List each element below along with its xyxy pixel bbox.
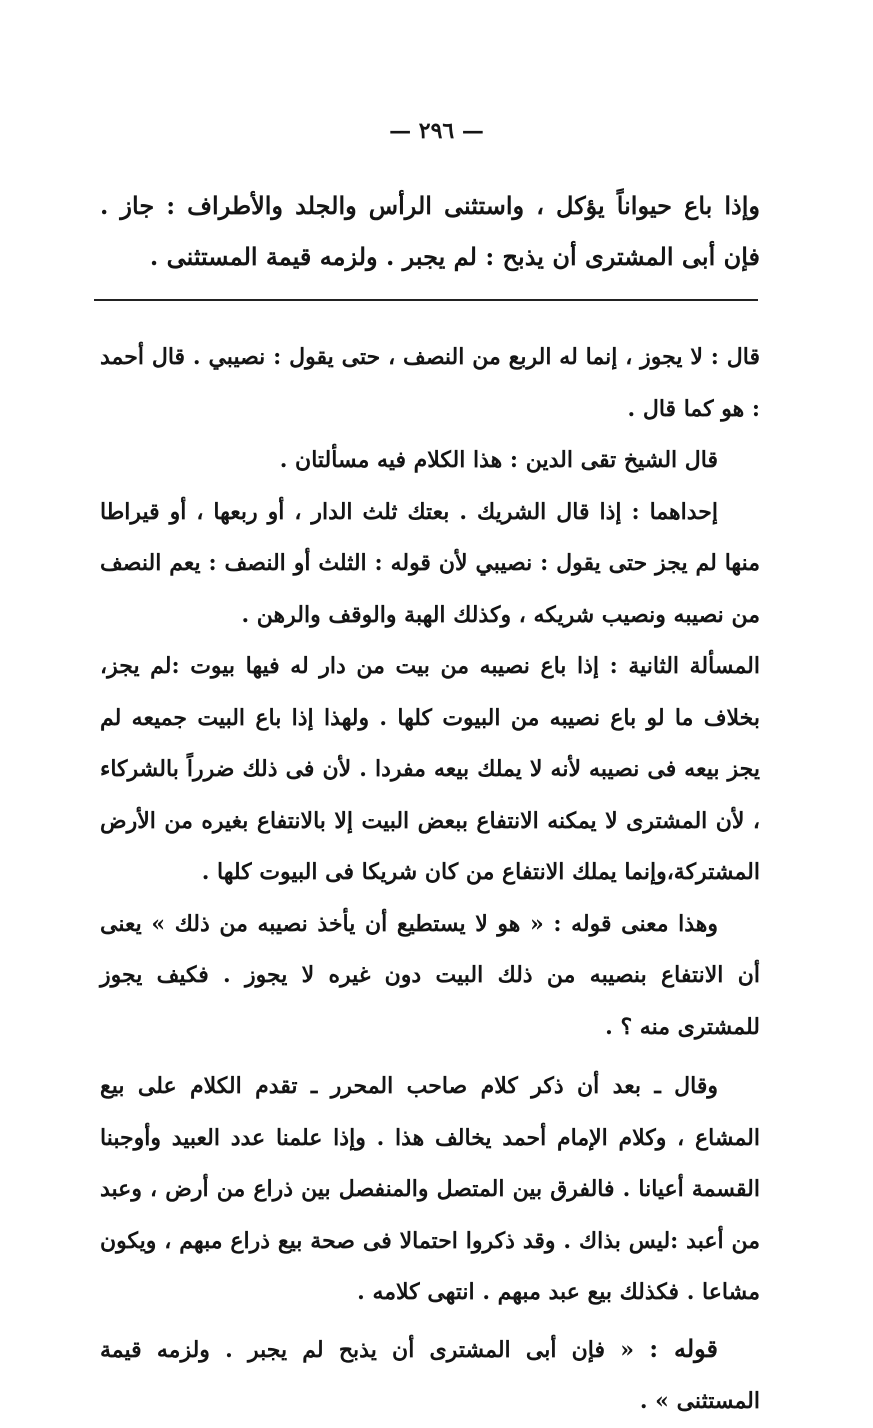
quote-lead-word: قوله : xyxy=(649,1333,719,1363)
commentary-paragraph-5: وهذا معنى قوله : « هو لا يستطيع أن يأخذ نصيبه من ذلك » يعنى أن الانتفاع بنصيبه من ذلك البيت دون غيره لا يجوز . فكيف يجوز للمشترى منه ؟ . xyxy=(100,910,760,1040)
commentary-block xyxy=(100,332,760,1428)
main-text-block xyxy=(100,180,760,282)
commentary-paragraph-7 xyxy=(100,1323,760,1428)
commentary-paragraph-3: إحداهما : إذا قال الشريك . بعتك ثلث الدار ، أو ربعها ، أو قيراطا منها لم يجز حتى يقول : نصيبي لأن قوله : الثلث أو النصف : يعم النصف من نصيبه ونصيب شريكه ، وكذلك الهبة والوقف والرهن . xyxy=(100,498,760,628)
commentary-paragraph-6: وقال ـ بعد أن ذكر كلام صاحب المحرر ـ تقدم الكلام على بيع المشاع ، وكلام الإمام أحمد يخالف هذا . وإذا علمنا عدد العبيد وأوجبنا القسمة أعيانا . فالفرق بين المتصل والمنفصل بين ذراع من أرض ، وعبد من أعبد :ليس بذاك . وقد ذكروا احتمالا فى صحة بيع ذراع مبهم ، ويكون مشاعا . فكذلك بيع عبد مبهم . انتهى كلامه . xyxy=(100,1073,760,1305)
quote-text: « فإن أبى المشترى أن يذبح لم يجبر . ولزمه قيمة المستثنى » . xyxy=(100,1336,760,1414)
page-number: — ٢٩٦ — xyxy=(389,118,484,144)
commentary-paragraph-2: قال الشيخ تقى الدين : هذا الكلام فيه مسألتان . xyxy=(279,447,718,473)
main-text-paragraph: وإذا باع حيواناً يؤكل ، واستثنى الرأس والجلد والأطراف : جاز . فإن أبى المشترى أن يذبح : لم يجبر . ولزمه قيمة المستثنى . xyxy=(100,191,760,271)
commentary-paragraph-4: المسألة الثانية : إذا باع نصيبه من بيت من دار له فيها بيوت :لم يجز، بخلاف ما لو باع نصيبه من البيوت كلها . ولهذا إذا باع البيت جميعه لم يجز بيعه فى نصيبه لأنه لا يملك بيعه مفردا . لأن فى ذلك ضرراً بالشركاء ، لأن المشترى لا يمكنه الانتفاع ببعض البيت إلا بالانتفاع بغيره من الأرض المشتركة،وإنما يملك الانتفاع من كان شريكا فى البيوت كلها . xyxy=(100,653,760,885)
commentary-paragraph-1: قال : لا يجوز ، إنما له الربع من النصف ، حتى يقول : نصيبي . قال أحمد : هو كما قال . xyxy=(100,344,760,422)
footnote-divider xyxy=(94,299,758,301)
